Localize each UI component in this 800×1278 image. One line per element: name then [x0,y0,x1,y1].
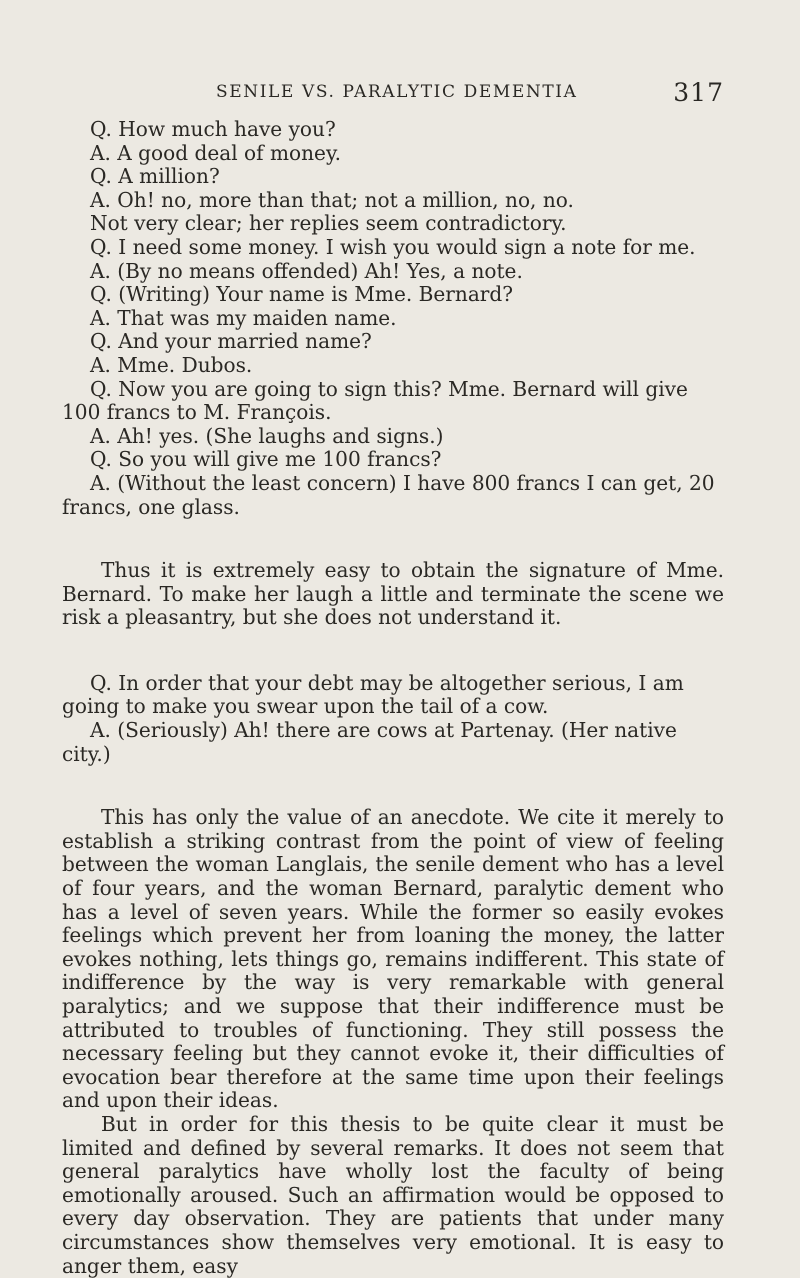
paragraph-anecdote: This has only the value of an anecdote. We cite it merely to establish a striking contrast from the point of view of feeling between the woman Langlais, the senile dement who has a level of four years, and the woman Bernard, paralytic dement who has a level of seven years. While the former so easily evokes feelings which prevent her from loaning the money, the latter evokes nothing, lets things go, remains indifferent. This state of indifference by the way is very remarkable with general paralytics; and we suppose that their indifference must be attributed to troubles of functioning. They still possess the necessary feeling but they cannot evoke it, their difficulties of evocation bear therefore at the same time upon their feelings and upon their ideas. [62,805,724,1113]
dialogue-line: A. A good deal of money. [90,140,342,165]
dialogue-line: A. (By no means offended) Ah! Yes, a note. [90,258,523,283]
dialogue-line: Q. And your married name? [90,329,372,354]
dialogue-line: A. Mme. Dubos. [90,352,253,377]
dialogue-line: Q. A million? [90,164,220,189]
paragraph-signature: Thus it is extremely easy to obtain the signature of Mme. Bernard. To make her laugh a little and terminate the scene we risk a pleasantry, but she does not understand it. [62,558,724,630]
dialogue-line: Q. Now you are going to sign this? Mme. Bernard will give 100 francs to M. François. [62,376,688,425]
page-body [62,118,724,1278]
page-number: 317 [673,78,724,107]
dialogue-line: A. Oh! no, more than that; not a million, no, no. [90,187,574,212]
dialogue-line: Q. How much have you? [90,117,336,141]
paragraph-thesis: But in order for this thesis to be quite clear it must be limited and defined by several remarks. It does not seem that general paralytics have wholly lost the faculty of being emotionally aroused. Such an affirmation would be opposed to every day observation. They are patients that under many circumstances show themselves very emotional. It is easy to anger them, easy [62,1111,724,1278]
dialogue-line: A. That was my maiden name. [90,305,397,330]
page-header [216,78,724,108]
dialogue-line: Q. In order that your debt may be altogether serious, I am going to make you swear upon the tail of a cow. [62,670,684,719]
running-head: SENILE VS. PARALYTIC DEMENTIA [216,82,578,102]
dialogue-line: Q. I need some money. I wish you would sign a note for me. [90,234,696,259]
dialogue-line: A. Ah! yes. (She laughs and signs.) [90,423,444,448]
dialogue-line: Q. So you will give me 100 francs? [90,447,442,472]
dialogue-line: A. (Seriously) Ah! there are cows at Partenay. (Her native city.) [62,718,677,766]
dialogue-note: Not very clear; her replies seem contradictory. [90,211,567,236]
dialogue-line: Q. (Writing) Your name is Mme. Bernard? [90,282,514,307]
dialogue-line: A. (Without the least concern) I have 800 francs I can get, 20 francs, one glass. [62,470,715,519]
